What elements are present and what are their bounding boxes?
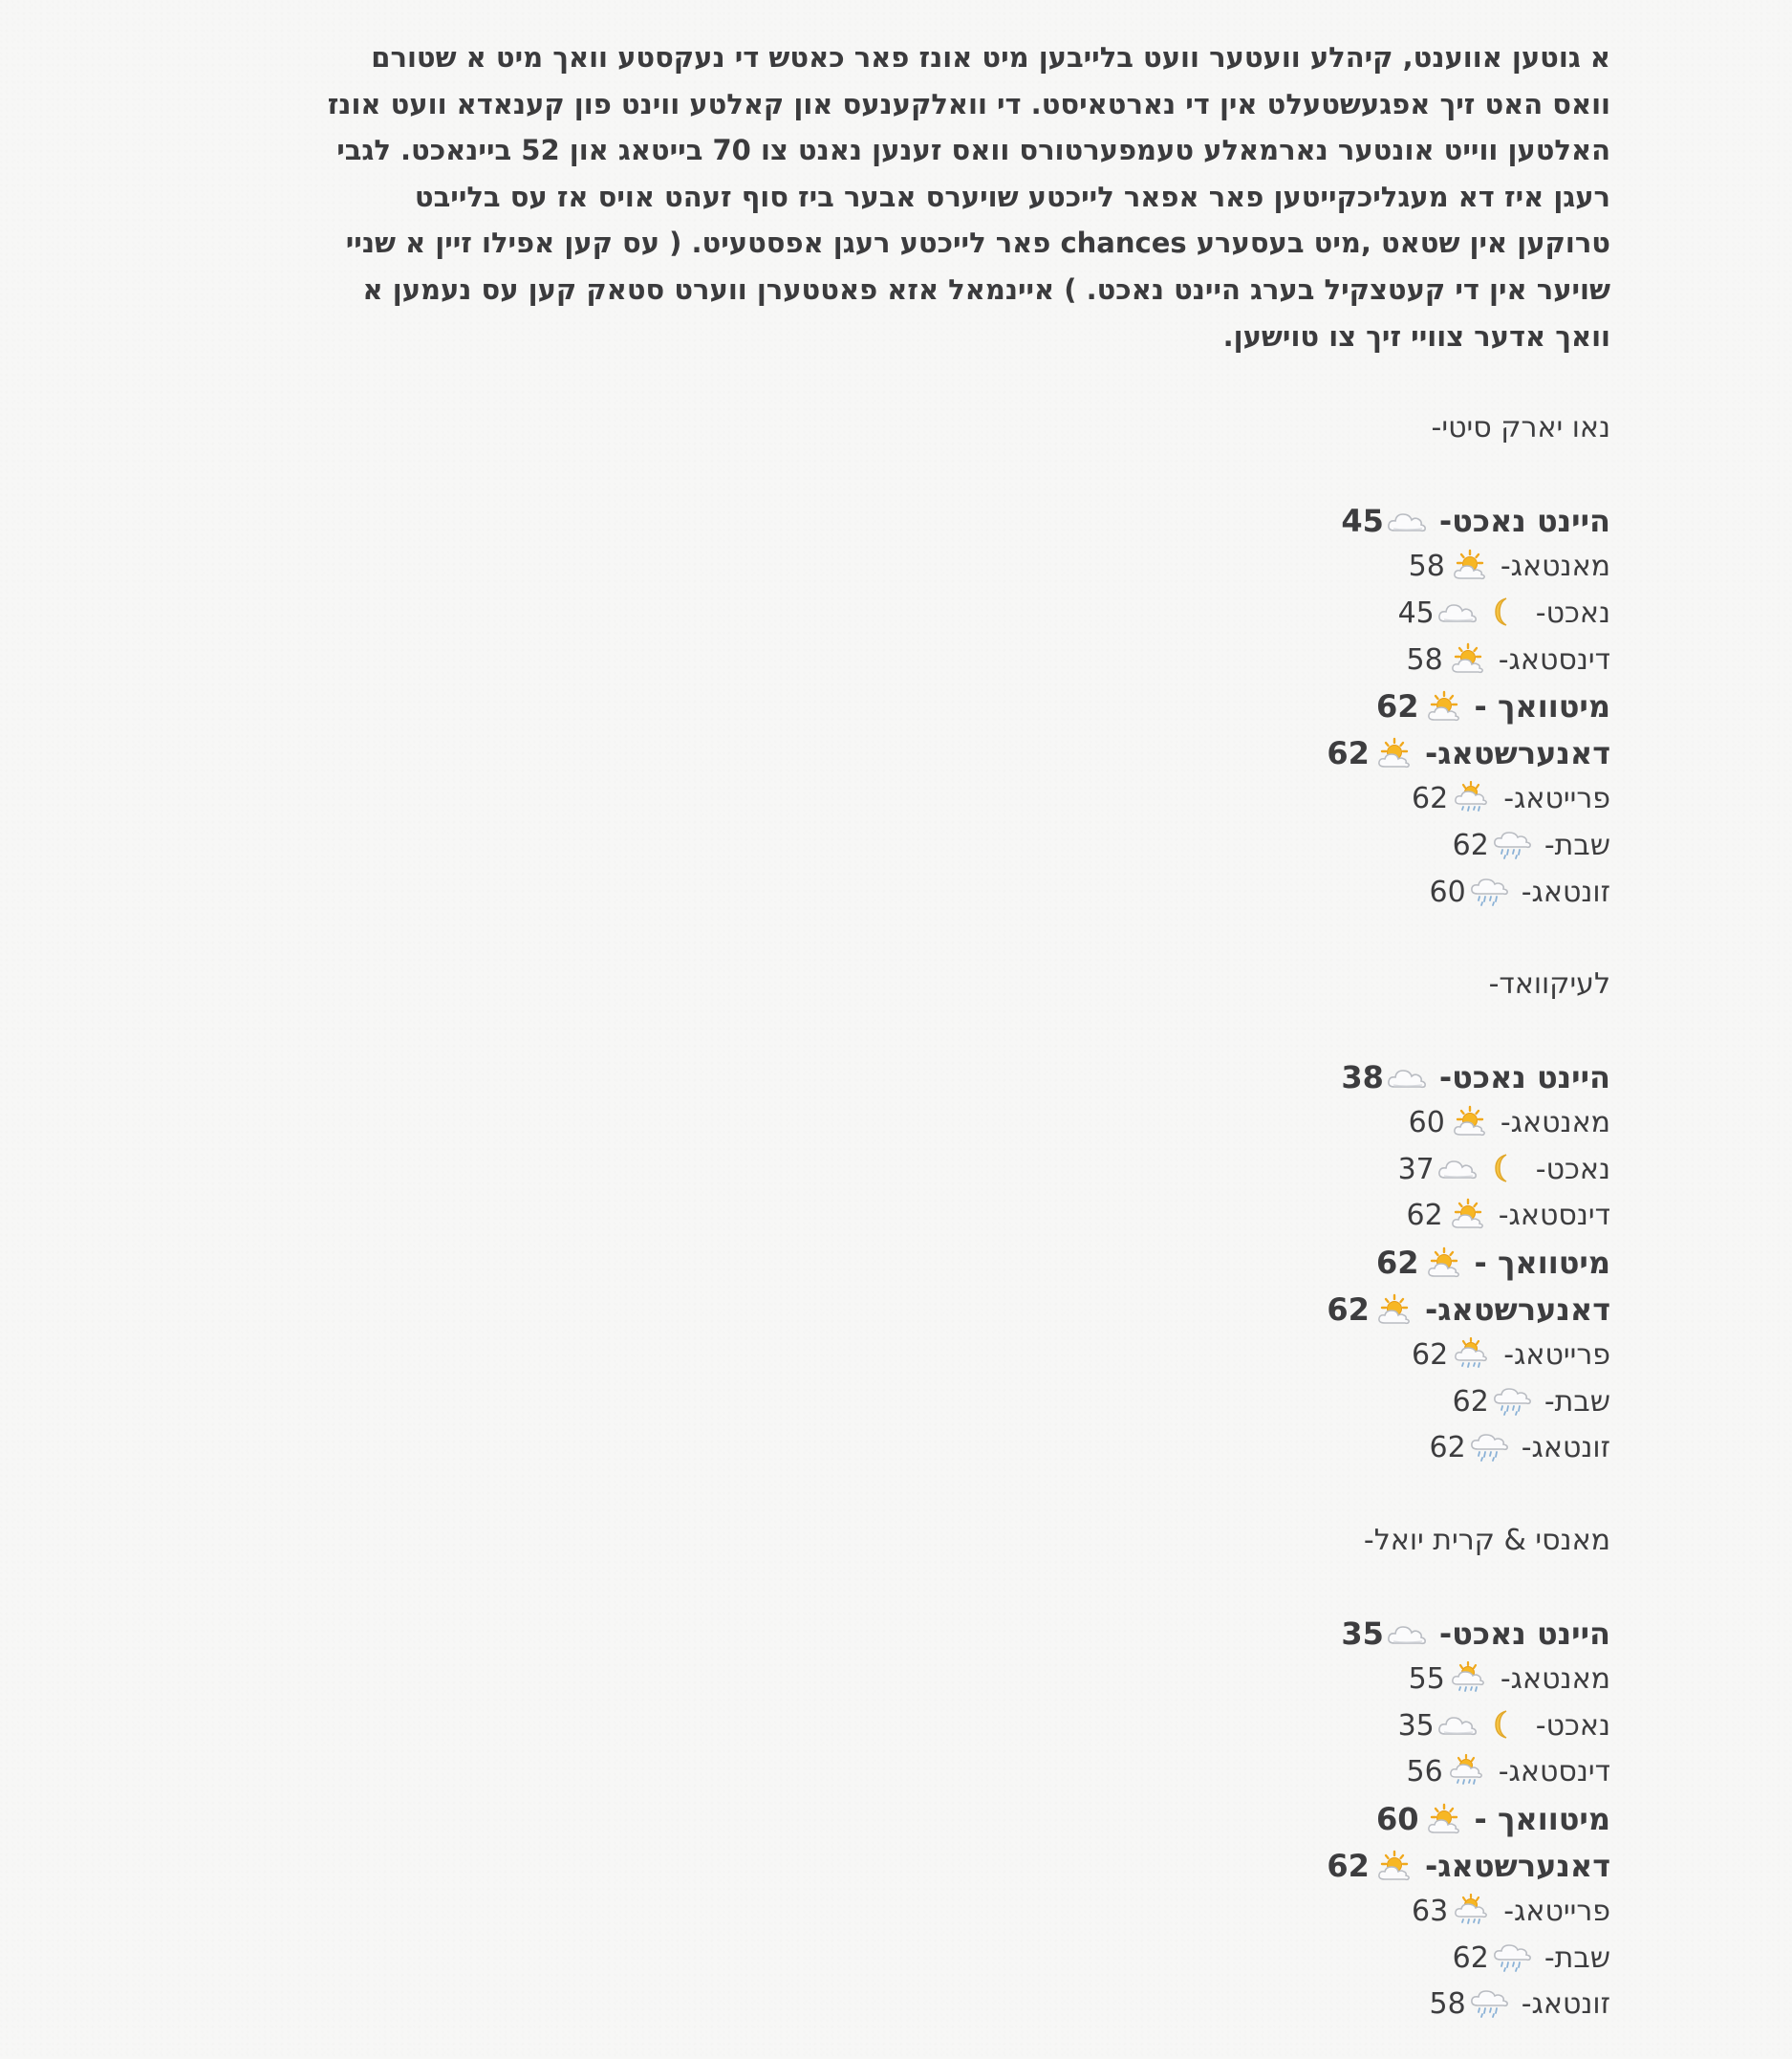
cloud-icon xyxy=(1436,1708,1479,1741)
day-label: היינט נאכט- xyxy=(1438,1615,1610,1652)
day-label: פרייטאג- xyxy=(1503,1895,1610,1929)
location-title: לעיקוואד- xyxy=(1488,967,1610,1002)
forecast-row xyxy=(349,1889,1610,1936)
rain-icon xyxy=(1491,1384,1533,1417)
sun-cloud-icon xyxy=(1421,690,1463,723)
moon-icon xyxy=(1482,1152,1524,1184)
temperature-value: 62 xyxy=(1429,1431,1466,1465)
intro-line: האלטען ווייט אונטער נארמאלע טעמפערטורס וואס זענען נאנט צו 70 בייטאג און 52 ביינאכט. לגבי xyxy=(336,134,1610,167)
day-label: דינסטאג- xyxy=(1498,1755,1610,1789)
day-label: היינט נאכט- xyxy=(1438,1058,1610,1095)
temperature-value: 60 xyxy=(1375,1801,1419,1837)
temperature-value: 62 xyxy=(1375,688,1419,726)
forecast-row xyxy=(349,730,1610,777)
forecast-row xyxy=(349,1657,1610,1703)
day-label: נאכט- xyxy=(1535,1152,1610,1186)
temperature-value: 45 xyxy=(1341,502,1384,539)
day-label: דינסטאג- xyxy=(1498,1199,1610,1233)
day-label: מיטוואך - xyxy=(1474,688,1610,726)
forecast-row xyxy=(349,683,1610,730)
location-section xyxy=(349,1518,1610,2028)
temperature-value: 63 xyxy=(1412,1895,1449,1929)
sun-cloud-icon xyxy=(1447,1105,1489,1138)
forecast-row xyxy=(349,1379,1610,1426)
temperature-value: 62 xyxy=(1452,828,1489,862)
temperature-value: 62 xyxy=(1327,1290,1370,1328)
forecast-row xyxy=(349,1982,1610,2028)
day-label: דאנערשטאג- xyxy=(1424,1847,1610,1884)
forecast-row xyxy=(349,1240,1610,1287)
forecast-sections xyxy=(349,405,1610,2028)
temperature-value: 60 xyxy=(1429,875,1466,909)
forecast-document xyxy=(327,34,1610,2028)
intro-line: וואס האט זיך אפגעשטעלט אין די נארטאיסט. די וואלקענעס און קאלטע ווינט פון קענאדא וועט אונז xyxy=(327,87,1610,120)
intro-line: רעגן איז דא מעגליכקייטען פאר אפאר לייכטע שויערס אבער ביז סוף זעהט אויס אז עס בלייבט xyxy=(414,180,1610,213)
sun-cloud-icon xyxy=(1421,1803,1463,1835)
sun-rain-icon xyxy=(1447,1661,1489,1694)
day-label: דאנערשטאג- xyxy=(1424,734,1610,771)
location-section xyxy=(349,962,1610,1472)
forecast-row xyxy=(349,1193,1610,1240)
forecast-row xyxy=(349,1936,1610,1983)
forecast-row xyxy=(349,498,1610,545)
day-label: מיטוואך - xyxy=(1474,1801,1610,1837)
forecast-row xyxy=(349,1287,1610,1333)
temperature-value: 62 xyxy=(1375,1245,1419,1282)
temperature-value: 58 xyxy=(1406,642,1443,677)
day-label: מאנטאג- xyxy=(1500,1106,1610,1140)
forecast-row xyxy=(349,1100,1610,1147)
rain-icon xyxy=(1468,1430,1510,1463)
temperature-value: 35 xyxy=(1397,1708,1435,1743)
location-title: נאו יארק סיטי- xyxy=(1431,411,1610,445)
day-label: פרייטאג- xyxy=(1503,1338,1610,1373)
forecast-row xyxy=(349,1796,1610,1843)
forecast-row xyxy=(349,1333,1610,1379)
temperature-value: 56 xyxy=(1406,1755,1443,1789)
day-label: נאכט- xyxy=(1535,596,1610,630)
temperature-value: 45 xyxy=(1397,596,1435,630)
sun-cloud-icon xyxy=(1421,1246,1463,1279)
day-label: נאכט- xyxy=(1535,1708,1610,1743)
forecast-row xyxy=(349,823,1610,870)
cloud-icon xyxy=(1436,1152,1479,1184)
forecast-row xyxy=(349,1054,1610,1101)
day-label: דינסטאג- xyxy=(1498,642,1610,677)
day-label: שבת- xyxy=(1544,828,1610,862)
temperature-value: 62 xyxy=(1412,1338,1449,1373)
temperature-value: 62 xyxy=(1412,782,1449,816)
intro-line: וואך אדער צוויי זיך צו טוישען. xyxy=(1222,319,1610,353)
sun-cloud-icon xyxy=(1445,642,1487,675)
forecast-row xyxy=(349,544,1610,591)
forecast-row xyxy=(349,870,1610,917)
temperature-value: 62 xyxy=(1327,1847,1370,1884)
location-title: מאנסי & קרית יואל- xyxy=(1363,1524,1610,1558)
day-label: היינט נאכט- xyxy=(1438,502,1610,539)
sun-rain-icon xyxy=(1450,1894,1492,1926)
cloud-icon xyxy=(1386,505,1428,537)
sun-cloud-icon xyxy=(1371,737,1414,769)
sun-cloud-icon xyxy=(1445,1198,1487,1230)
cloud-icon xyxy=(1386,1061,1428,1094)
day-label: מאנטאג- xyxy=(1500,1662,1610,1697)
sun-rain-icon xyxy=(1450,1337,1492,1370)
rain-icon xyxy=(1468,875,1510,907)
cloud-icon xyxy=(1386,1617,1428,1650)
forecast-row xyxy=(349,1611,1610,1658)
intro-paragraph xyxy=(327,34,1610,359)
sun-cloud-icon xyxy=(1371,1293,1414,1326)
forecast-row xyxy=(349,776,1610,823)
sun-cloud-icon xyxy=(1447,549,1489,581)
temperature-value: 62 xyxy=(1406,1199,1443,1233)
day-label: שבת- xyxy=(1544,1940,1610,1975)
temperature-value: 35 xyxy=(1341,1615,1384,1652)
temperature-value: 58 xyxy=(1429,1987,1466,2022)
temperature-value: 62 xyxy=(1452,1384,1489,1419)
rain-icon xyxy=(1468,1986,1510,2019)
sun-rain-icon xyxy=(1445,1754,1487,1787)
day-label: מאנטאג- xyxy=(1500,550,1610,584)
cloud-icon xyxy=(1436,596,1479,628)
day-label: דאנערשטאג- xyxy=(1424,1290,1610,1328)
temperature-value: 55 xyxy=(1408,1662,1445,1697)
forecast-row xyxy=(349,638,1610,684)
day-label: זונטאג- xyxy=(1521,1987,1610,2022)
temperature-value: 37 xyxy=(1397,1152,1435,1186)
forecast-row xyxy=(349,1703,1610,1750)
rain-icon xyxy=(1491,828,1533,860)
rain-icon xyxy=(1491,1940,1533,1973)
forecast-row xyxy=(349,1425,1610,1472)
forecast-row xyxy=(349,1749,1610,1796)
sun-cloud-icon xyxy=(1371,1850,1414,1882)
moon-icon xyxy=(1482,596,1524,628)
moon-icon xyxy=(1482,1708,1524,1741)
temperature-value: 58 xyxy=(1408,550,1445,584)
forecast-row xyxy=(349,1843,1610,1890)
forecast-row xyxy=(349,591,1610,638)
sun-rain-icon xyxy=(1450,781,1492,813)
day-label: זונטאג- xyxy=(1521,875,1610,909)
intro-line: א גוטען אווענט, קיהלע וועטער וועט בלייבען מיט אונז פאר כאטש די נעקסטע וואך מיט א שטורם xyxy=(371,41,1610,74)
intro-line: שויער אין די קעטצקיל בערג היינט נאכט. ) איינמאל אזא פאטטערן ווערט סטאק קען עס נעמען א xyxy=(362,272,1610,306)
day-label: זונטאג- xyxy=(1521,1431,1610,1465)
location-section xyxy=(349,405,1610,916)
day-label: פרייטאג- xyxy=(1503,782,1610,816)
temperature-value: 62 xyxy=(1327,734,1370,771)
forecast-row xyxy=(349,1147,1610,1194)
day-label: שבת- xyxy=(1544,1384,1610,1419)
intro-line: טרוקען אין שטאט ,מיט בעסערע chances פאר לייכטע רעגן אפסטעיט. ( עס קען אפילו זיין א שניי xyxy=(345,227,1610,260)
temperature-value: 62 xyxy=(1452,1940,1489,1975)
temperature-value: 60 xyxy=(1408,1106,1445,1140)
day-label: מיטוואך - xyxy=(1474,1245,1610,1282)
temperature-value: 38 xyxy=(1341,1058,1384,1095)
